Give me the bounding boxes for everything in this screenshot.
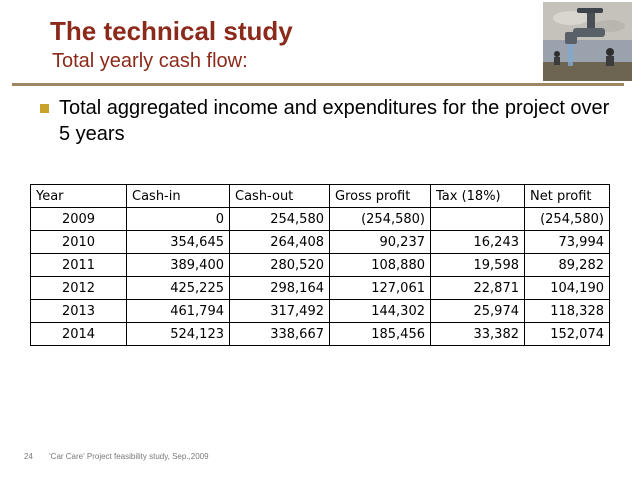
title-divider xyxy=(12,83,624,86)
cell-net-profit: 104,190 xyxy=(525,277,610,300)
cell-net-profit: 73,994 xyxy=(525,231,610,254)
faucet-illustration xyxy=(543,2,632,81)
table-row xyxy=(31,323,610,346)
cell-gross-profit: 127,061 xyxy=(330,277,431,300)
cell-year: 2013 xyxy=(31,300,127,323)
cell-tax: 16,243 xyxy=(431,231,525,254)
cell-gross-profit: 90,237 xyxy=(330,231,431,254)
table-row xyxy=(31,254,610,277)
cell-gross-profit: (254,580) xyxy=(330,208,431,231)
cell-year: 2011 xyxy=(31,254,127,277)
cell-gross-profit: 108,880 xyxy=(330,254,431,277)
cell-cash-in: 354,645 xyxy=(127,231,230,254)
cell-net-profit: 89,282 xyxy=(525,254,610,277)
table-row xyxy=(31,277,610,300)
bullet-text: Total aggregated income and expenditures for the project over 5 years xyxy=(59,97,610,145)
cell-net-profit: 152,074 xyxy=(525,323,610,346)
cell-cash-in: 389,400 xyxy=(127,254,230,277)
table-header-row xyxy=(31,185,610,208)
cell-tax: 19,598 xyxy=(431,254,525,277)
header-tax: Tax (18%) xyxy=(431,185,525,208)
header-cash-in: Cash-in xyxy=(127,185,230,208)
cell-tax: 33,382 xyxy=(431,323,525,346)
slide-footer xyxy=(24,452,209,461)
cell-tax: 22,871 xyxy=(431,277,525,300)
bullet-square-icon xyxy=(40,104,49,113)
cell-cash-out: 254,580 xyxy=(230,208,330,231)
cell-cash-in: 0 xyxy=(127,208,230,231)
cell-cash-out: 317,492 xyxy=(230,300,330,323)
cell-gross-profit: 185,456 xyxy=(330,323,431,346)
cell-cash-out: 338,667 xyxy=(230,323,330,346)
slide-title: The technical study xyxy=(50,16,293,46)
cell-year: 2009 xyxy=(31,208,127,231)
header-gross-profit: Gross profit xyxy=(330,185,431,208)
cell-net-profit: (254,580) xyxy=(525,208,610,231)
page-number: 24 xyxy=(24,452,33,461)
cell-year: 2012 xyxy=(31,277,127,300)
cell-net-profit: 118,328 xyxy=(525,300,610,323)
header-cash-out: Cash-out xyxy=(230,185,330,208)
cell-year: 2010 xyxy=(31,231,127,254)
bullet-point xyxy=(40,95,620,147)
cash-flow-table xyxy=(30,184,610,346)
cell-tax: 25,974 xyxy=(431,300,525,323)
faucet-image xyxy=(543,2,632,81)
cell-cash-out: 264,408 xyxy=(230,231,330,254)
cell-cash-in: 425,225 xyxy=(127,277,230,300)
cell-tax xyxy=(431,208,525,231)
table-row xyxy=(31,208,610,231)
footer-text: 'Car Care' Project feasibility study, Sep.,2009 xyxy=(49,452,209,461)
cell-cash-in: 524,123 xyxy=(127,323,230,346)
cell-cash-out: 280,520 xyxy=(230,254,330,277)
header-year: Year xyxy=(31,185,127,208)
cell-cash-out: 298,164 xyxy=(230,277,330,300)
cell-cash-in: 461,794 xyxy=(127,300,230,323)
slide-subtitle: Total yearly cash flow: xyxy=(52,50,248,72)
table-row xyxy=(31,231,610,254)
cell-gross-profit: 144,302 xyxy=(330,300,431,323)
cell-year: 2014 xyxy=(31,323,127,346)
header-net-profit: Net profit xyxy=(525,185,610,208)
table-row xyxy=(31,300,610,323)
